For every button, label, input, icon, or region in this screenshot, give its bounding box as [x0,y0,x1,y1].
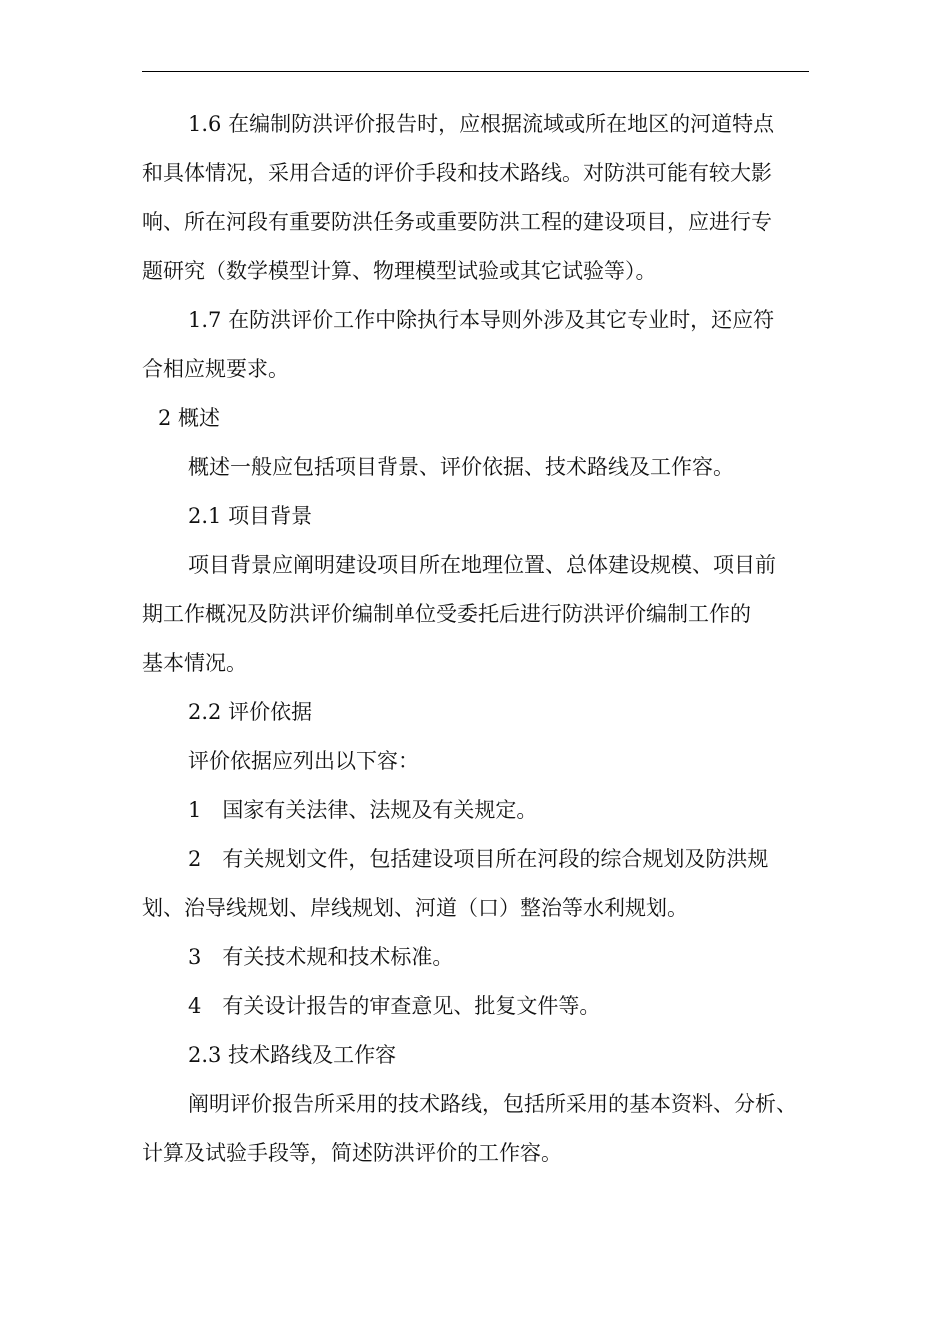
basis-list-item-3: 3 有关技术规和技术标准。 [188,945,454,969]
paragraph-1-6-line-1: 1.6 在编制防洪评价报告时，应根据流域或所在地区的河道特点 [188,112,775,136]
overview-paragraph: 概述一般应包括项目背景、评价依据、技术路线及工作容。 [188,455,734,479]
paragraph-1-7-line-1: 1.7 在防洪评价工作中除执行本导则外涉及其它专业时，还应符 [188,308,775,332]
background-paragraph-line-3: 基本情况。 [142,651,247,675]
paragraph-1-6-line-4: 题研究（数学模型计算、物理模型试验或其它试验等）。 [142,259,657,283]
header-rule [142,71,809,72]
background-paragraph-line-2: 期工作概况及防洪评价编制单位受委托后进行防洪评价编制工作的 [142,602,751,626]
background-paragraph-line-1: 项目背景应阐明建设项目所在地理位置、总体建设规模、项目前 [188,553,776,577]
paragraph-1-7-line-2: 合相应规要求。 [142,357,289,381]
basis-list-item-1: 1 国家有关法律、法规及有关规定。 [188,798,538,822]
section-heading-2-1: 2.1 项目背景 [188,504,313,528]
section-heading-2-2: 2.2 评价依据 [188,700,313,724]
basis-intro: 评价依据应列出以下容： [188,749,419,773]
basis-list-item-2-line-2: 划、治导线规划、岸线规划、河道（口）整治等水利规划。 [142,896,688,920]
technical-route-paragraph-line-1: 阐明评价报告所采用的技术路线，包括所采用的基本资料、分析、 [188,1092,797,1116]
paragraph-1-6-line-3: 响、所在河段有重要防洪任务或重要防洪工程的建设项目，应进行专 [142,210,772,234]
basis-list-item-4: 4 有关设计报告的审查意见、批复文件等。 [188,994,601,1018]
basis-list-item-2-line-1: 2 有关规划文件，包括建设项目所在河段的综合规划及防洪规 [188,847,769,871]
technical-route-paragraph-line-2: 计算及试验手段等，简述防洪评价的工作容。 [142,1141,562,1165]
document-body [142,100,812,1178]
paragraph-1-6-line-2: 和具体情况，采用合适的评价手段和技术路线。对防洪可能有较大影 [142,161,772,185]
section-heading-2-3: 2.3 技术路线及工作容 [188,1043,397,1067]
section-heading-2: 2 概述 [158,406,221,430]
